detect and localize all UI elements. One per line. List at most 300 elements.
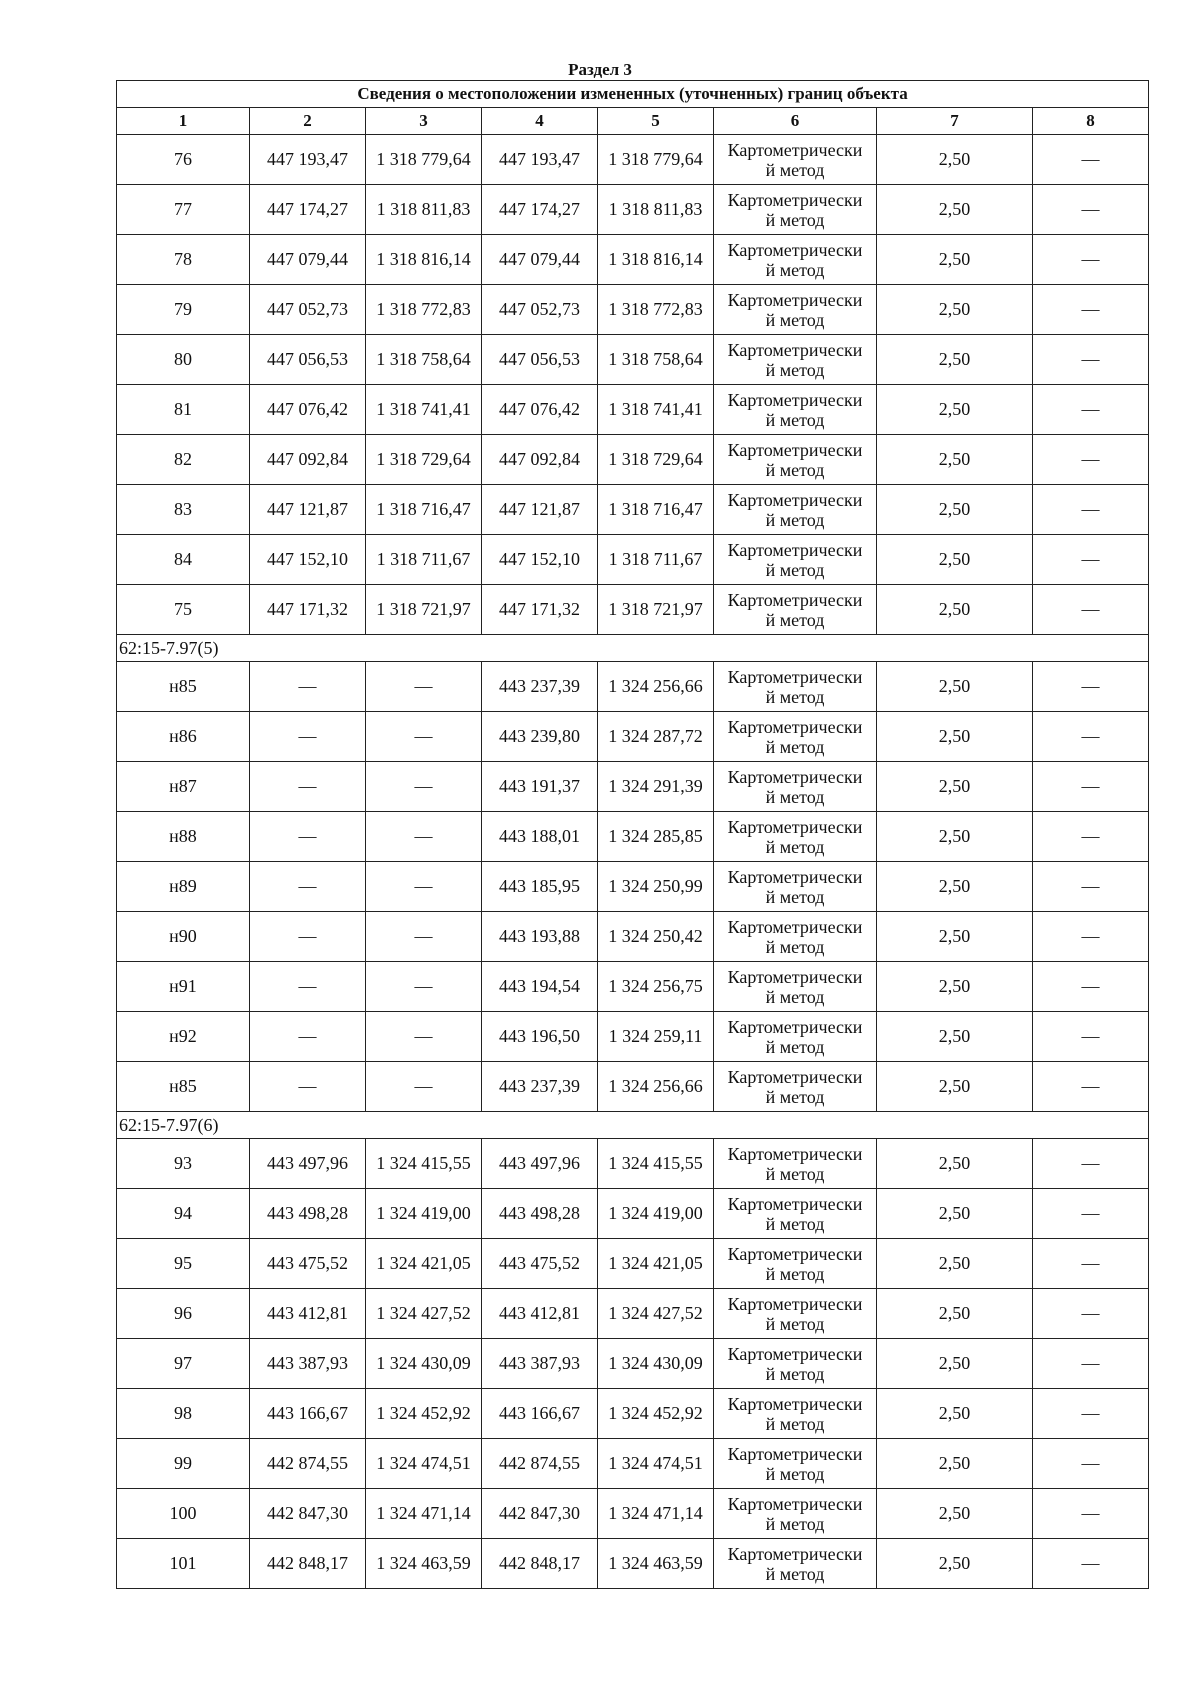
table-row bbox=[117, 912, 1149, 962]
accuracy: 2,50 bbox=[877, 762, 1033, 812]
table-row bbox=[117, 1139, 1149, 1189]
point-number: н87 bbox=[117, 762, 250, 812]
table-row bbox=[117, 385, 1149, 435]
method-cell bbox=[714, 1289, 877, 1339]
description: — bbox=[1033, 185, 1149, 235]
new-x: 443 194,54 bbox=[482, 962, 598, 1012]
method-line: Картометрически bbox=[727, 766, 863, 787]
table-row bbox=[117, 862, 1149, 912]
method-line: Картометрически bbox=[727, 716, 863, 737]
method-line: й метод bbox=[765, 309, 825, 330]
accuracy: 2,50 bbox=[877, 435, 1033, 485]
method-line: Картометрически bbox=[727, 1343, 863, 1364]
method-line: й метод bbox=[765, 1363, 825, 1384]
description: — bbox=[1033, 862, 1149, 912]
method-line: й метод bbox=[765, 886, 825, 907]
method-line: Картометрически bbox=[727, 1243, 863, 1264]
new-y: 1 324 256,75 bbox=[598, 962, 714, 1012]
method-line: Картометрически bbox=[727, 289, 863, 310]
method-line: й метод bbox=[765, 1563, 825, 1584]
description: — bbox=[1033, 385, 1149, 435]
method-line: й метод bbox=[765, 259, 825, 280]
accuracy: 2,50 bbox=[877, 335, 1033, 385]
new-x: 442 848,17 bbox=[482, 1539, 598, 1589]
point-number: н85 bbox=[117, 1062, 250, 1112]
method-cell bbox=[714, 185, 877, 235]
method-cell bbox=[714, 235, 877, 285]
point-number: 94 bbox=[117, 1189, 250, 1239]
table-row bbox=[117, 1389, 1149, 1439]
new-y: 1 318 711,67 bbox=[598, 535, 714, 585]
description: — bbox=[1033, 1289, 1149, 1339]
existing-x: — bbox=[250, 662, 366, 712]
table-row bbox=[117, 1539, 1149, 1589]
method-cell bbox=[714, 962, 877, 1012]
method-line: й метод bbox=[765, 1036, 825, 1057]
new-y: 1 318 758,64 bbox=[598, 335, 714, 385]
table-row bbox=[117, 335, 1149, 385]
point-number: н91 bbox=[117, 962, 250, 1012]
method-line: й метод bbox=[765, 986, 825, 1007]
accuracy: 2,50 bbox=[877, 285, 1033, 335]
table-row bbox=[117, 135, 1149, 185]
method-line: й метод bbox=[765, 1163, 825, 1184]
new-x: 447 121,87 bbox=[482, 485, 598, 535]
table-row bbox=[117, 762, 1149, 812]
accuracy: 2,50 bbox=[877, 135, 1033, 185]
existing-y: — bbox=[366, 962, 482, 1012]
existing-y: 1 318 711,67 bbox=[366, 535, 482, 585]
existing-y: 1 318 772,83 bbox=[366, 285, 482, 335]
method-line: Картометрически bbox=[727, 589, 863, 610]
existing-y: 1 324 419,00 bbox=[366, 1189, 482, 1239]
accuracy: 2,50 bbox=[877, 485, 1033, 535]
new-y: 1 324 250,42 bbox=[598, 912, 714, 962]
accuracy: 2,50 bbox=[877, 1439, 1033, 1489]
method-cell bbox=[714, 662, 877, 712]
existing-y: — bbox=[366, 712, 482, 762]
existing-y: 1 318 721,97 bbox=[366, 585, 482, 635]
accuracy: 2,50 bbox=[877, 585, 1033, 635]
point-number: 82 bbox=[117, 435, 250, 485]
table-body bbox=[117, 81, 1149, 1589]
table-row bbox=[117, 585, 1149, 635]
new-y: 1 318 716,47 bbox=[598, 485, 714, 535]
description: — bbox=[1033, 235, 1149, 285]
method-cell bbox=[714, 1339, 877, 1389]
method-line: й метод bbox=[765, 1513, 825, 1534]
existing-y: 1 324 421,05 bbox=[366, 1239, 482, 1289]
method-cell bbox=[714, 385, 877, 435]
method-line: Картометрически bbox=[727, 1066, 863, 1087]
existing-y: — bbox=[366, 912, 482, 962]
existing-x: — bbox=[250, 762, 366, 812]
method-line: Картометрически bbox=[727, 1293, 863, 1314]
method-line: й метод bbox=[765, 1086, 825, 1107]
table-row bbox=[117, 1062, 1149, 1112]
description: — bbox=[1033, 1489, 1149, 1539]
new-x: 443 196,50 bbox=[482, 1012, 598, 1062]
accuracy: 2,50 bbox=[877, 235, 1033, 285]
point-number: н90 bbox=[117, 912, 250, 962]
description: — bbox=[1033, 1139, 1149, 1189]
existing-x: — bbox=[250, 1012, 366, 1062]
existing-x: 447 092,84 bbox=[250, 435, 366, 485]
description: — bbox=[1033, 1189, 1149, 1239]
existing-x: 447 193,47 bbox=[250, 135, 366, 185]
existing-y: 1 318 779,64 bbox=[366, 135, 482, 185]
method-line: й метод bbox=[765, 459, 825, 480]
method-cell bbox=[714, 1539, 877, 1589]
existing-y: 1 324 415,55 bbox=[366, 1139, 482, 1189]
new-y: 1 324 285,85 bbox=[598, 812, 714, 862]
description: — bbox=[1033, 1012, 1149, 1062]
accuracy: 2,50 bbox=[877, 185, 1033, 235]
new-x: 443 166,67 bbox=[482, 1389, 598, 1439]
accuracy: 2,50 bbox=[877, 1239, 1033, 1289]
method-cell bbox=[714, 812, 877, 862]
new-x: 447 079,44 bbox=[482, 235, 598, 285]
method-line: й метод bbox=[765, 686, 825, 707]
group-label: 62:15-7.97(5) bbox=[117, 635, 1149, 662]
existing-x: 442 848,17 bbox=[250, 1539, 366, 1589]
description: — bbox=[1033, 1239, 1149, 1289]
method-line: Картометрически bbox=[727, 239, 863, 260]
existing-x: — bbox=[250, 1062, 366, 1112]
table-row bbox=[117, 1239, 1149, 1289]
new-y: 1 324 250,99 bbox=[598, 862, 714, 912]
accuracy: 2,50 bbox=[877, 1012, 1033, 1062]
existing-x: 443 387,93 bbox=[250, 1339, 366, 1389]
new-y: 1 324 452,92 bbox=[598, 1389, 714, 1439]
accuracy: 2,50 bbox=[877, 385, 1033, 435]
point-number: 93 bbox=[117, 1139, 250, 1189]
accuracy: 2,50 bbox=[877, 1062, 1033, 1112]
method-cell bbox=[714, 335, 877, 385]
method-line: й метод bbox=[765, 786, 825, 807]
point-number: 75 bbox=[117, 585, 250, 635]
method-line: й метод bbox=[765, 1213, 825, 1234]
description: — bbox=[1033, 912, 1149, 962]
method-line: й метод bbox=[765, 209, 825, 230]
new-y: 1 318 816,14 bbox=[598, 235, 714, 285]
existing-y: 1 324 430,09 bbox=[366, 1339, 482, 1389]
accuracy: 2,50 bbox=[877, 1289, 1033, 1339]
method-cell bbox=[714, 1139, 877, 1189]
accuracy: 2,50 bbox=[877, 962, 1033, 1012]
existing-x: 447 076,42 bbox=[250, 385, 366, 435]
description: — bbox=[1033, 1539, 1149, 1589]
table-row bbox=[117, 712, 1149, 762]
description: — bbox=[1033, 812, 1149, 862]
method-line: й метод bbox=[765, 736, 825, 757]
method-line: Картометрически bbox=[727, 1193, 863, 1214]
table-row bbox=[117, 812, 1149, 862]
table-caption-row bbox=[117, 81, 1149, 108]
existing-x: 447 079,44 bbox=[250, 235, 366, 285]
column-number: 4 bbox=[482, 108, 598, 135]
point-number: 81 bbox=[117, 385, 250, 435]
new-x: 443 185,95 bbox=[482, 862, 598, 912]
accuracy: 2,50 bbox=[877, 1139, 1033, 1189]
description: — bbox=[1033, 762, 1149, 812]
new-x: 447 056,53 bbox=[482, 335, 598, 385]
new-x: 447 152,10 bbox=[482, 535, 598, 585]
new-y: 1 324 427,52 bbox=[598, 1289, 714, 1339]
method-cell bbox=[714, 535, 877, 585]
method-line: й метод bbox=[765, 509, 825, 530]
point-number: 95 bbox=[117, 1239, 250, 1289]
new-x: 443 387,93 bbox=[482, 1339, 598, 1389]
point-number: 101 bbox=[117, 1539, 250, 1589]
new-y: 1 324 259,11 bbox=[598, 1012, 714, 1062]
description: — bbox=[1033, 435, 1149, 485]
table-row bbox=[117, 1339, 1149, 1389]
existing-x: — bbox=[250, 912, 366, 962]
accuracy: 2,50 bbox=[877, 1339, 1033, 1389]
existing-x: 443 497,96 bbox=[250, 1139, 366, 1189]
point-number: 80 bbox=[117, 335, 250, 385]
table-row bbox=[117, 662, 1149, 712]
description: — bbox=[1033, 1062, 1149, 1112]
existing-y: 1 318 811,83 bbox=[366, 185, 482, 235]
new-x: 442 847,30 bbox=[482, 1489, 598, 1539]
existing-x: — bbox=[250, 962, 366, 1012]
existing-x: 442 874,55 bbox=[250, 1439, 366, 1489]
method-cell bbox=[714, 1062, 877, 1112]
table-row bbox=[117, 1289, 1149, 1339]
accuracy: 2,50 bbox=[877, 1489, 1033, 1539]
table-caption: Сведения о местоположении измененных (уточненных) границ объекта bbox=[117, 81, 1149, 108]
method-cell bbox=[714, 1389, 877, 1439]
existing-x: — bbox=[250, 862, 366, 912]
new-y: 1 318 741,41 bbox=[598, 385, 714, 435]
description: — bbox=[1033, 712, 1149, 762]
method-line: Картометрически bbox=[727, 1016, 863, 1037]
description: — bbox=[1033, 535, 1149, 585]
accuracy: 2,50 bbox=[877, 1389, 1033, 1439]
method-line: й метод bbox=[765, 559, 825, 580]
point-number: 96 bbox=[117, 1289, 250, 1339]
new-y: 1 324 256,66 bbox=[598, 1062, 714, 1112]
description: — bbox=[1033, 335, 1149, 385]
column-number: 3 bbox=[366, 108, 482, 135]
existing-y: 1 318 816,14 bbox=[366, 235, 482, 285]
point-number: н86 bbox=[117, 712, 250, 762]
method-line: Картометрически bbox=[727, 489, 863, 510]
existing-y: 1 324 471,14 bbox=[366, 1489, 482, 1539]
table-row bbox=[117, 185, 1149, 235]
new-x: 442 874,55 bbox=[482, 1439, 598, 1489]
existing-y: 1 324 474,51 bbox=[366, 1439, 482, 1489]
existing-y: 1 324 452,92 bbox=[366, 1389, 482, 1439]
new-x: 447 092,84 bbox=[482, 435, 598, 485]
method-line: й метод bbox=[765, 1313, 825, 1334]
new-y: 1 318 772,83 bbox=[598, 285, 714, 335]
method-line: Картометрически bbox=[727, 389, 863, 410]
point-number: н89 bbox=[117, 862, 250, 912]
accuracy: 2,50 bbox=[877, 862, 1033, 912]
method-cell bbox=[714, 1439, 877, 1489]
point-number: 84 bbox=[117, 535, 250, 585]
existing-x: 443 475,52 bbox=[250, 1239, 366, 1289]
method-line: Картометрически bbox=[727, 339, 863, 360]
group-row bbox=[117, 1112, 1149, 1139]
boundary-coordinates-table bbox=[116, 80, 1149, 1589]
table-row bbox=[117, 285, 1149, 335]
description: — bbox=[1033, 1439, 1149, 1489]
table-row bbox=[117, 485, 1149, 535]
existing-y: — bbox=[366, 862, 482, 912]
description: — bbox=[1033, 485, 1149, 535]
description: — bbox=[1033, 1389, 1149, 1439]
accuracy: 2,50 bbox=[877, 535, 1033, 585]
method-line: й метод bbox=[765, 1463, 825, 1484]
point-number: 77 bbox=[117, 185, 250, 235]
point-number: н92 bbox=[117, 1012, 250, 1062]
method-cell bbox=[714, 485, 877, 535]
method-cell bbox=[714, 135, 877, 185]
point-number: 97 bbox=[117, 1339, 250, 1389]
new-y: 1 324 471,14 bbox=[598, 1489, 714, 1539]
existing-x: 443 412,81 bbox=[250, 1289, 366, 1339]
new-x: 447 174,27 bbox=[482, 185, 598, 235]
method-cell bbox=[714, 1189, 877, 1239]
existing-x: 443 166,67 bbox=[250, 1389, 366, 1439]
description: — bbox=[1033, 662, 1149, 712]
point-number: 99 bbox=[117, 1439, 250, 1489]
method-line: Картометрически bbox=[727, 816, 863, 837]
new-x: 443 188,01 bbox=[482, 812, 598, 862]
new-x: 447 076,42 bbox=[482, 385, 598, 435]
new-x: 443 191,37 bbox=[482, 762, 598, 812]
table-row bbox=[117, 962, 1149, 1012]
new-y: 1 324 256,66 bbox=[598, 662, 714, 712]
point-number: 79 bbox=[117, 285, 250, 335]
description: — bbox=[1033, 285, 1149, 335]
new-x: 443 497,96 bbox=[482, 1139, 598, 1189]
method-line: Картометрически bbox=[727, 189, 863, 210]
existing-y: 1 318 716,47 bbox=[366, 485, 482, 535]
table-row bbox=[117, 1189, 1149, 1239]
group-label: 62:15-7.97(6) bbox=[117, 1112, 1149, 1139]
existing-x: 447 174,27 bbox=[250, 185, 366, 235]
method-line: Картометрически bbox=[727, 139, 863, 160]
new-x: 443 193,88 bbox=[482, 912, 598, 962]
table-row bbox=[117, 1439, 1149, 1489]
new-x: 443 237,39 bbox=[482, 662, 598, 712]
description: — bbox=[1033, 1339, 1149, 1389]
existing-x: 447 171,32 bbox=[250, 585, 366, 635]
point-number: 83 bbox=[117, 485, 250, 535]
existing-y: — bbox=[366, 762, 482, 812]
method-cell bbox=[714, 285, 877, 335]
table-row bbox=[117, 435, 1149, 485]
accuracy: 2,50 bbox=[877, 912, 1033, 962]
group-row bbox=[117, 635, 1149, 662]
existing-y: 1 318 758,64 bbox=[366, 335, 482, 385]
method-cell bbox=[714, 762, 877, 812]
method-cell bbox=[714, 912, 877, 962]
method-cell bbox=[714, 585, 877, 635]
column-number: 8 bbox=[1033, 108, 1149, 135]
table-row bbox=[117, 535, 1149, 585]
method-line: Картометрически bbox=[727, 1143, 863, 1164]
new-y: 1 318 729,64 bbox=[598, 435, 714, 485]
method-line: й метод bbox=[765, 609, 825, 630]
new-y: 1 318 721,97 bbox=[598, 585, 714, 635]
method-line: Картометрически bbox=[727, 439, 863, 460]
accuracy: 2,50 bbox=[877, 1189, 1033, 1239]
method-line: й метод bbox=[765, 836, 825, 857]
description: — bbox=[1033, 135, 1149, 185]
method-line: й метод bbox=[765, 159, 825, 180]
method-line: Картометрически bbox=[727, 866, 863, 887]
new-y: 1 324 419,00 bbox=[598, 1189, 714, 1239]
existing-x: 443 498,28 bbox=[250, 1189, 366, 1239]
existing-y: — bbox=[366, 812, 482, 862]
column-number: 1 bbox=[117, 108, 250, 135]
method-line: Картометрически bbox=[727, 916, 863, 937]
method-line: Картометрически bbox=[727, 1443, 863, 1464]
existing-x: 447 056,53 bbox=[250, 335, 366, 385]
method-cell bbox=[714, 1239, 877, 1289]
existing-x: 442 847,30 bbox=[250, 1489, 366, 1539]
column-number-row bbox=[117, 108, 1149, 135]
new-x: 447 052,73 bbox=[482, 285, 598, 335]
method-cell bbox=[714, 1489, 877, 1539]
existing-y: 1 324 427,52 bbox=[366, 1289, 482, 1339]
point-number: н85 bbox=[117, 662, 250, 712]
new-y: 1 324 430,09 bbox=[598, 1339, 714, 1389]
column-number: 6 bbox=[714, 108, 877, 135]
existing-x: 447 152,10 bbox=[250, 535, 366, 585]
method-line: й метод bbox=[765, 1413, 825, 1434]
column-number: 5 bbox=[598, 108, 714, 135]
new-y: 1 318 811,83 bbox=[598, 185, 714, 235]
new-y: 1 324 415,55 bbox=[598, 1139, 714, 1189]
method-line: й метод bbox=[765, 359, 825, 380]
new-y: 1 318 779,64 bbox=[598, 135, 714, 185]
point-number: 78 bbox=[117, 235, 250, 285]
existing-x: 447 121,87 bbox=[250, 485, 366, 535]
accuracy: 2,50 bbox=[877, 1539, 1033, 1589]
method-cell bbox=[714, 862, 877, 912]
point-number: н88 bbox=[117, 812, 250, 862]
method-line: й метод bbox=[765, 936, 825, 957]
method-line: Картометрически bbox=[727, 966, 863, 987]
new-x: 447 171,32 bbox=[482, 585, 598, 635]
table-row bbox=[117, 235, 1149, 285]
method-line: Картометрически bbox=[727, 1543, 863, 1564]
method-line: Картометрически bbox=[727, 666, 863, 687]
new-x: 443 239,80 bbox=[482, 712, 598, 762]
new-x: 447 193,47 bbox=[482, 135, 598, 185]
existing-y: — bbox=[366, 1062, 482, 1112]
existing-y: 1 318 741,41 bbox=[366, 385, 482, 435]
method-line: й метод bbox=[765, 409, 825, 430]
new-y: 1 324 421,05 bbox=[598, 1239, 714, 1289]
point-number: 100 bbox=[117, 1489, 250, 1539]
new-y: 1 324 474,51 bbox=[598, 1439, 714, 1489]
new-y: 1 324 463,59 bbox=[598, 1539, 714, 1589]
existing-y: 1 318 729,64 bbox=[366, 435, 482, 485]
point-number: 76 bbox=[117, 135, 250, 185]
new-x: 443 498,28 bbox=[482, 1189, 598, 1239]
new-x: 443 475,52 bbox=[482, 1239, 598, 1289]
method-cell bbox=[714, 712, 877, 762]
method-line: й метод bbox=[765, 1263, 825, 1284]
